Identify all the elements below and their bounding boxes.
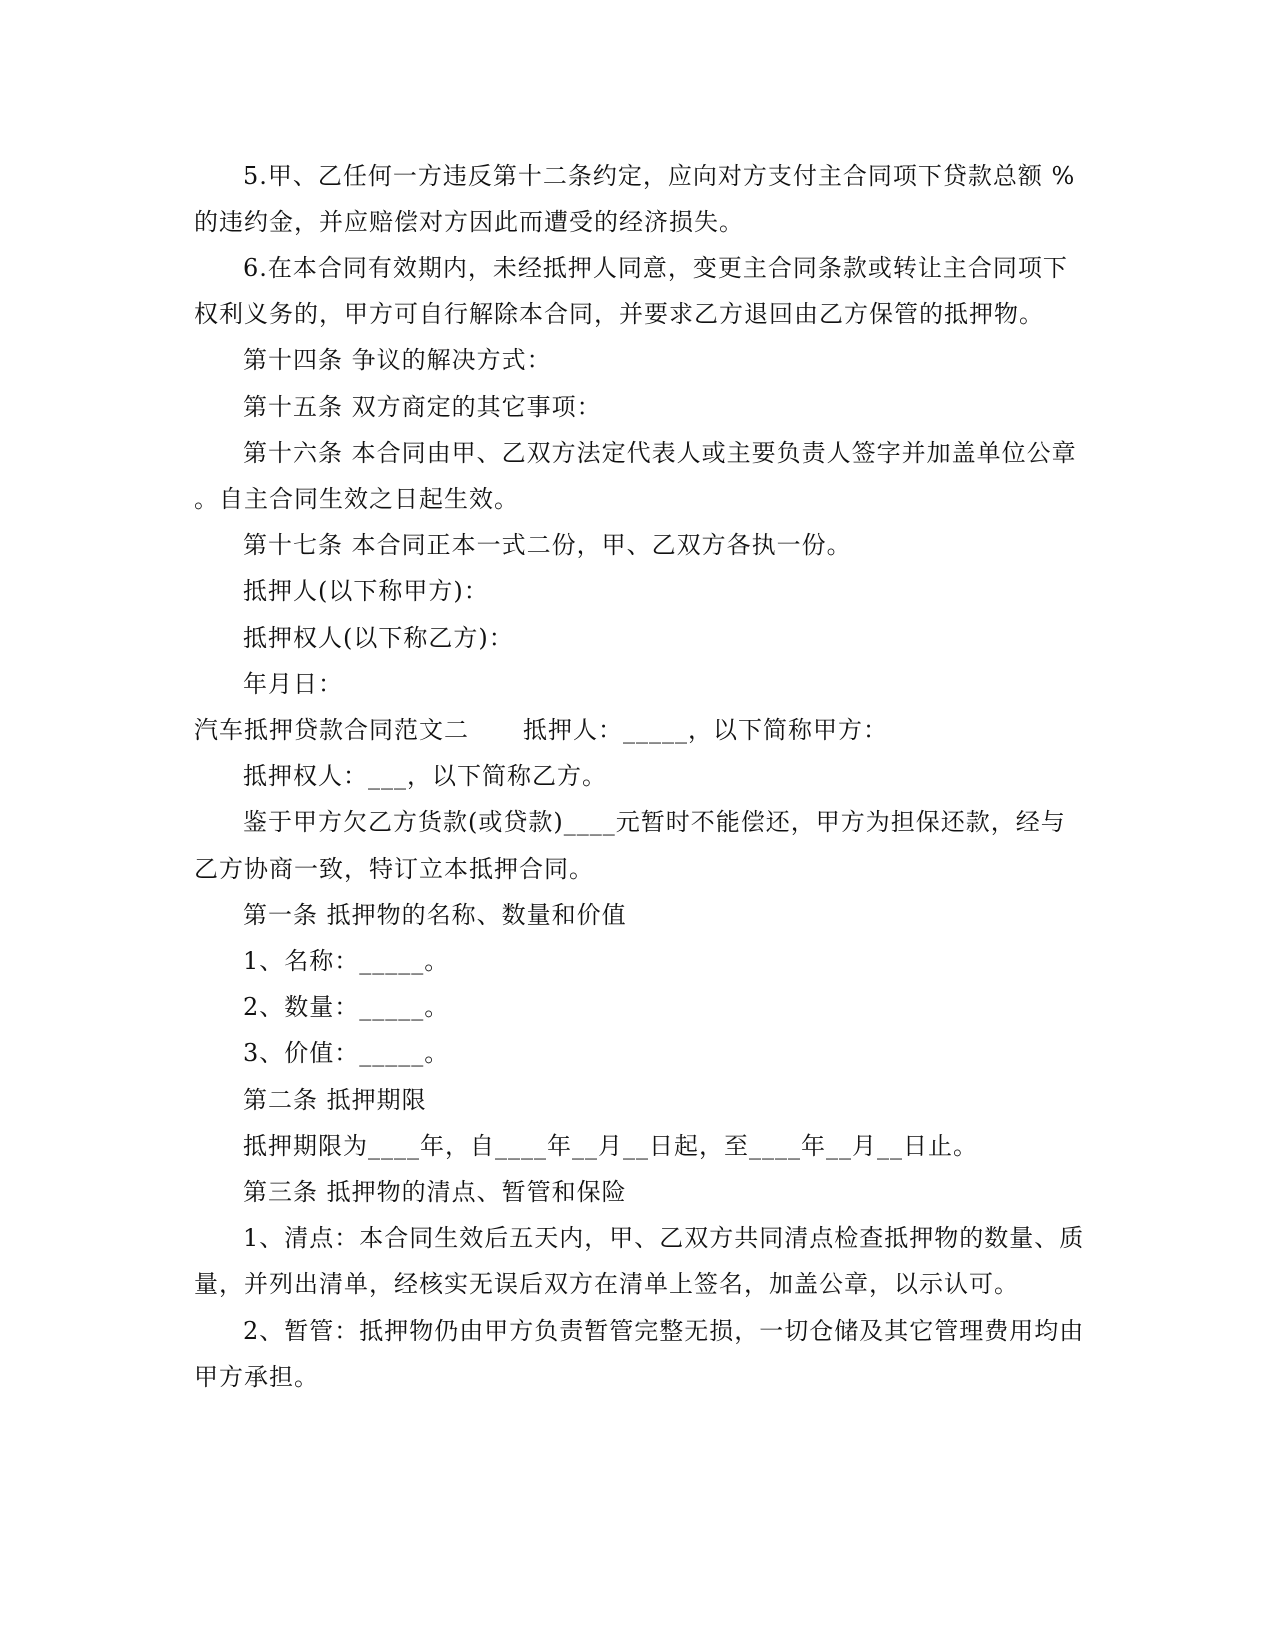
list-item: 2、数量：_____。 <box>243 993 450 1021</box>
text-line: 第十七条 本合同正本一式二份，甲、乙双方各执一份。 <box>243 531 852 559</box>
list-item: 3、价值：_____。 <box>243 1039 450 1067</box>
signature-line: 抵押人(以下称甲方)： <box>243 577 489 605</box>
text-line: 1、清点：本合同生效后五天内，甲、乙双方共同清点检查抵押物的数量、质 <box>243 1224 1085 1252</box>
text-line: 6.在本合同有效期内，未经抵押人同意，变更主合同条款或转让主合同项下 <box>243 254 1068 282</box>
article-heading: 第二条 抵押期限 <box>243 1086 427 1114</box>
date-line: 年月日： <box>243 670 343 698</box>
text-line: 第十六条 本合同由甲、乙双方法定代表人或主要负责人签字并加盖单位公章 <box>243 439 1077 467</box>
text-line: 甲方承担。 <box>194 1363 319 1391</box>
article-heading: 第三条 抵押物的清点、暂管和保险 <box>243 1178 627 1206</box>
list-item: 1、名称：_____。 <box>243 947 450 975</box>
document-title: 汽车抵押贷款合同范文二 <box>194 716 469 744</box>
signature-line: 抵押权人(以下称乙方)： <box>243 624 514 652</box>
text-line: 鉴于甲方欠乙方货款(或贷款)____元暂时不能偿还，甲方为担保还款，经与 <box>243 808 1066 836</box>
article-heading: 第十四条 争议的解决方式： <box>243 346 552 374</box>
party-b-line: 抵押权人：___，以下简称乙方。 <box>243 762 607 790</box>
text-line: 的违约金，并应赔偿对方因此而遭受的经济损失。 <box>194 208 744 236</box>
section-title-line <box>194 714 888 746</box>
article-heading: 第一条 抵押物的名称、数量和价值 <box>243 901 627 929</box>
text-line: 抵押期限为____年，自____年__月__日起，至____年__月__日止。 <box>243 1132 978 1160</box>
text-line: 5.甲、乙任何一方违反第十二条约定，应向对方支付主合同项下贷款总额 % <box>243 162 1076 190</box>
text-line: 权利义务的，甲方可自行解除本合同，并要求乙方退回由乙方保管的抵押物。 <box>194 300 1044 328</box>
party-a-line: 抵押人：_____，以下简称甲方： <box>523 716 888 744</box>
article-heading: 第十五条 双方商定的其它事项： <box>243 393 602 421</box>
text-line: 。自主合同生效之日起生效。 <box>194 485 519 513</box>
text-line: 乙方协商一致，特订立本抵押合同。 <box>194 855 594 883</box>
text-line: 2、暂管：抵押物仍由甲方负责暂管完整无损，一切仓储及其它管理费用均由 <box>243 1317 1085 1345</box>
text-line: 量，并列出清单，经核实无误后双方在清单上签名，加盖公章，以示认可。 <box>194 1270 1019 1298</box>
